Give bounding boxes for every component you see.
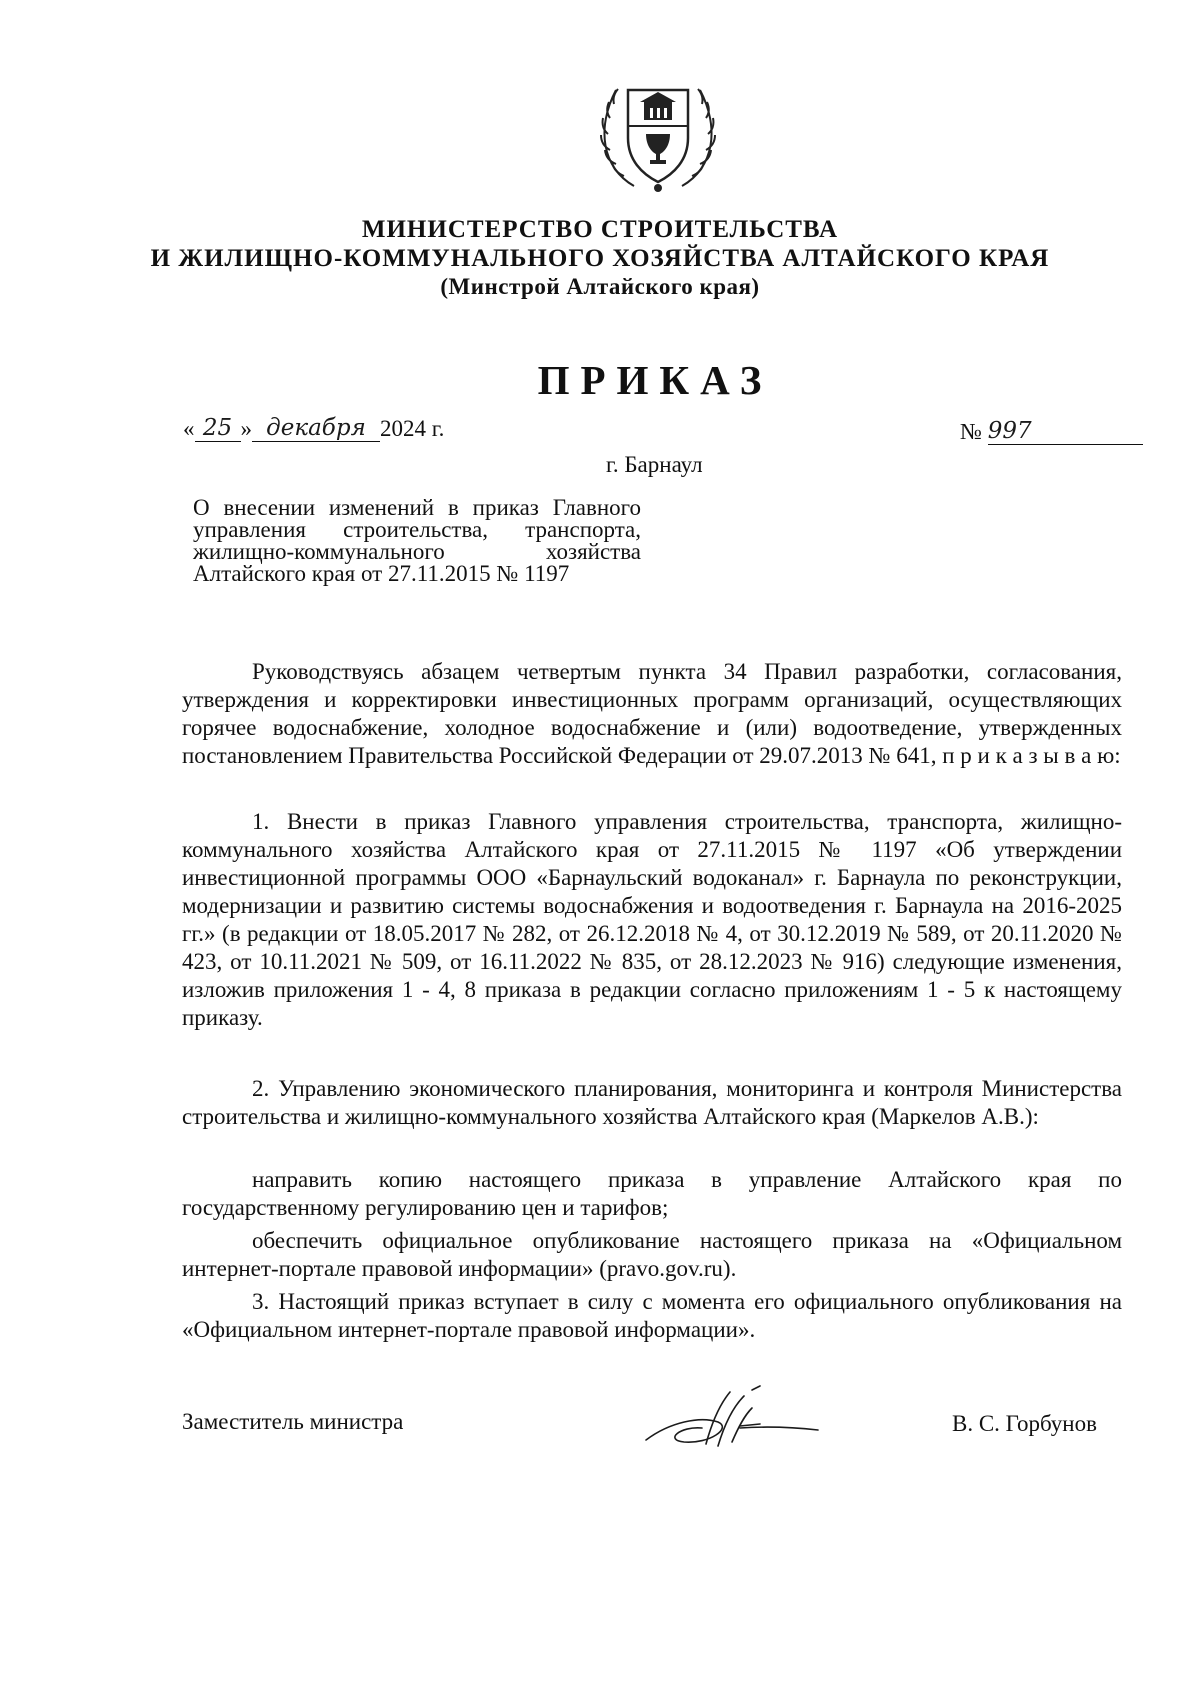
number-value: 997 xyxy=(988,418,1143,445)
document-type-title: ПРИКАЗ xyxy=(537,357,773,403)
date-day: 25 xyxy=(195,415,241,442)
body-paragraph-item-2-publish: обеспечить официальное опубликование настоящего приказа на «Официальном интернет-портале правовой информации» (pravo.gov.ru). xyxy=(182,1228,1122,1281)
number-label: № xyxy=(960,419,982,444)
date-month: декабря xyxy=(252,415,380,442)
order-subject: О внесении изменений в приказ Главного управления строительства, транспорта, жилищно-коммунального хозяйства Алтайского края от 27.11.2015 № 1197 xyxy=(193,495,641,586)
org-short-name: (Минстрой Алтайского края) xyxy=(440,274,760,299)
body-paragraph-item-2-copy: направить копию настоящего приказа в управление Алтайского края по государственному регулированию цен и тарифов; xyxy=(182,1167,1122,1220)
body-paragraph-item-3: 3. Настоящий приказ вступает в силу с момента его официального опубликования на «Официальном интернет-портале правовой информации». xyxy=(182,1289,1122,1342)
date-open-quote: « xyxy=(183,416,195,441)
date-close-quote: » xyxy=(240,416,252,441)
body-paragraph-preamble: Руководствуясь абзацем четвертым пункта 34 Правил разработки, согласования, утверждения и корректировки инвестиционных программ организаций, осуществляющих горячее водоснабжение, холодное водоснабжение и (или) водоотведение, утвержденных постановлением Правительства Российской Федерации от 29.07.2013 № 641, п р и к а з ы в а ю: xyxy=(182,659,1122,768)
signer-position: Заместитель министра xyxy=(182,1409,404,1434)
coat-of-arms-emblem xyxy=(594,68,722,198)
body-paragraph-item-1: 1. Внести в приказ Главного управления строительства, транспорта, жилищно-коммунального хозяйства Алтайского края от 27.11.2015 № 1197 «Об утверждении инвестиционной программы ООО «Барнаульский водоканал» г. Барнаула по реконструкции, модернизации и развитию системы водоснабжения и водоотведения г. Барнаула на 2016-2025 гг.» (в редакции от 18.05.2017 № 282, от 26.12.2018 № 4, от 30.12.2019 № 589, от 20.11.2020 № 423, от 10.11.2021 № 509, от 16.11.2022 № 835, от 28.12.2023 № 916) следующие изменения, изложив приложения 1 - 4, 8 приказа в редакции согласно приложениям 1 - 5 к настоящему приказу. xyxy=(182,809,1122,1030)
body-paragraph-item-2: 2. Управлению экономического планирования, мониторинга и контроля Министерства строительства и жилищно-коммунального хозяйства Алтайского края (Маркелов А.В.): xyxy=(182,1076,1122,1129)
org-name-line2: И ЖИЛИЩНО-КОММУНАЛЬНОГО ХОЗЯЙСТВА АЛТАЙСКОГО КРАЯ xyxy=(150,245,1050,272)
date-year: 2024 г. xyxy=(380,416,445,441)
order-number xyxy=(960,418,1143,445)
org-name-line1: МИНИСТЕРСТВО СТРОИТЕЛЬСТВА xyxy=(361,216,839,243)
order-date xyxy=(183,415,444,442)
city: г. Барнаул xyxy=(606,452,703,477)
handwritten-signature xyxy=(640,1382,820,1462)
signer-name: В. С. Горбунов xyxy=(952,1411,1097,1436)
